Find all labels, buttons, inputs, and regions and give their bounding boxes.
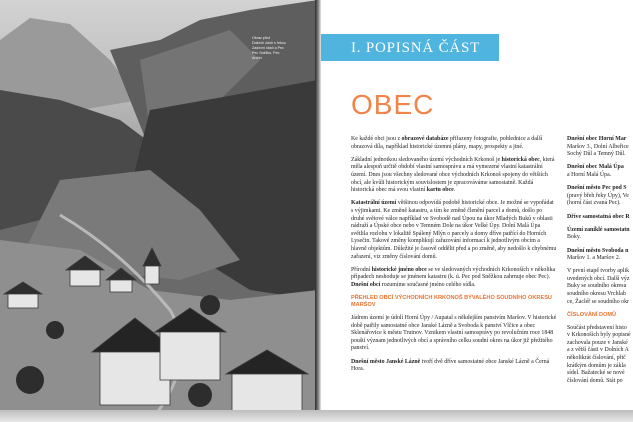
entry-horni-marsov: Dnešní obec Horní Mar Maršov 3., Dolní Albeřice Sochý Důl a Temný Důl. <box>567 136 629 158</box>
tree <box>16 366 44 394</box>
page-shadow <box>0 410 633 422</box>
large-house <box>100 350 170 405</box>
subheading-house-numbering: ČÍSLOVÁNÍ DOMŮ <box>567 311 617 318</box>
text-column-left <box>351 136 557 379</box>
paragraph-core: Jádrem území je údolí Horní Úpy / Aupatal s někdejším panstvím Maršov. V historické době patřily samostatné obce Janské Lázně a Svoboda k panství Vlčice a obec Sklenářovice k městu Trutnov. Vznikem vlastní samosprávy po revolučním roce 1848 pouští význam jednotlivých obcí a správního celku soudní okres na úkor již přežitého panství. <box>351 315 557 352</box>
caption-line: Obraz před <box>252 36 270 40</box>
tree <box>188 383 212 407</box>
caption-line: Pec Sněžku, Pec <box>252 51 280 55</box>
text-page <box>321 0 633 410</box>
paragraph-names: Přírodní historické jméno obce se ve sledovaných východních Krkonoších v několika případech neshoduje se jménem katastru (k. ú. Pec pod Sněžkou zahrnuje obec Pec). Dnešní obcí rozumíme současné jméno celého sídla. <box>351 266 556 288</box>
entry-former-municipality: Dříve samostatná obec R <box>567 213 630 220</box>
paragraph-cadastral: Katastrální území většinou odpovídá podobě historické obce. Je možné se vypořádat s výjimkami. Ke změně katastru, a tím ke změně členění parcel a domů, došlo po druhé světové válce například ve Svobodě nad Úpou na úkor Mladých Buků v oblasti nádraží a Úpské obce nebo v Temném Dole na úkor Velké Úpy. Dolní Malá Úpa světlila rozlohu v lokalitě Spálený Mlýn o parcely a domy dříve patřící do Horních Lysečin. Takové změny komplikují zařazování informací k jednotlivým obcím a hlavně objektům. Důležité je časově oddělit před a po změně, aby nedošlo k chybnému zařazení, viz změny číslování domů. <box>351 200 557 260</box>
text-column-right <box>567 136 633 391</box>
tree <box>200 295 220 315</box>
paragraph-house-numbering: Součást představení histo v Krkonoších byly popisné zachovala pouze v Janské a z větší části v Dolních A několikrát číslování, přič krátkým domům je zákla sídel. Bažatecké se nové číslování domů. Stát po <box>567 324 631 384</box>
page-heading: OBEC <box>351 89 435 120</box>
tree <box>46 321 64 339</box>
house <box>232 372 302 412</box>
entry-pec: Dnešní město Pec pod S (pravý břeh řeky Úpy), Ve (horní část zvaná Pec). <box>567 185 629 207</box>
entry-svoboda: Dnešní město Svoboda n Maršov 1. a Maršov 2. <box>567 247 629 262</box>
caption-line: Zadními částí a Pec <box>252 46 284 50</box>
house <box>70 268 100 286</box>
house <box>160 330 220 380</box>
paragraph-historic-municipality: Základní jednotkou sledovaného území východních Krkonoš je historická obec, která měla alespoň určitě období vlastní samosprávu a má vymezené vlastní katastrální území. Dnes jsou všechny sledované obce východních Krkonoš spojeny do většiích obcí, ale kvůli historickým souvislostem je zpracováváme samostatně. Každá historická obec má svou vlastní kartu obce. <box>351 156 555 194</box>
subheading-overview: PŘEHLED OBCÍ VÝCHODNÍCH KRKONOŠ BÝVALÉHO SOUDNÍHO OKRESU MARŠOV <box>351 295 552 309</box>
section-title: I. POPISNÁ ČÁST <box>351 40 481 56</box>
photo-caption <box>252 36 308 61</box>
entry-mala-upa: Dnešní obec Malá Úpa a Horní Malá Úpa. <box>567 164 624 178</box>
paragraph-janske-lazne: Dnešní město Janské Lázně tvoří dvě dříve samostatné obce Janské Lázně a Černá Hora. <box>351 358 550 373</box>
paragraph-photos: Ke každé obci jsou z obrazové databáze přiřazeny fotografie, pohlednice a další obrazová díla, například historické územní plány, mapy, prospekty a jiné. <box>351 136 543 150</box>
entry-defunct-territory: Území zaniklé samostatn Boky. <box>567 226 630 241</box>
chapel <box>145 264 159 284</box>
caption-line: Dolních údolí s řekou <box>252 41 286 45</box>
paragraph-first-stage: V první etapě tvorby aplik uvedených obcí. Další výz Buky se soudního okresu soudního okresu Vrchlab ce, Žacléř se soudního okr <box>567 268 630 305</box>
caption-line: Archiv <box>252 56 262 60</box>
